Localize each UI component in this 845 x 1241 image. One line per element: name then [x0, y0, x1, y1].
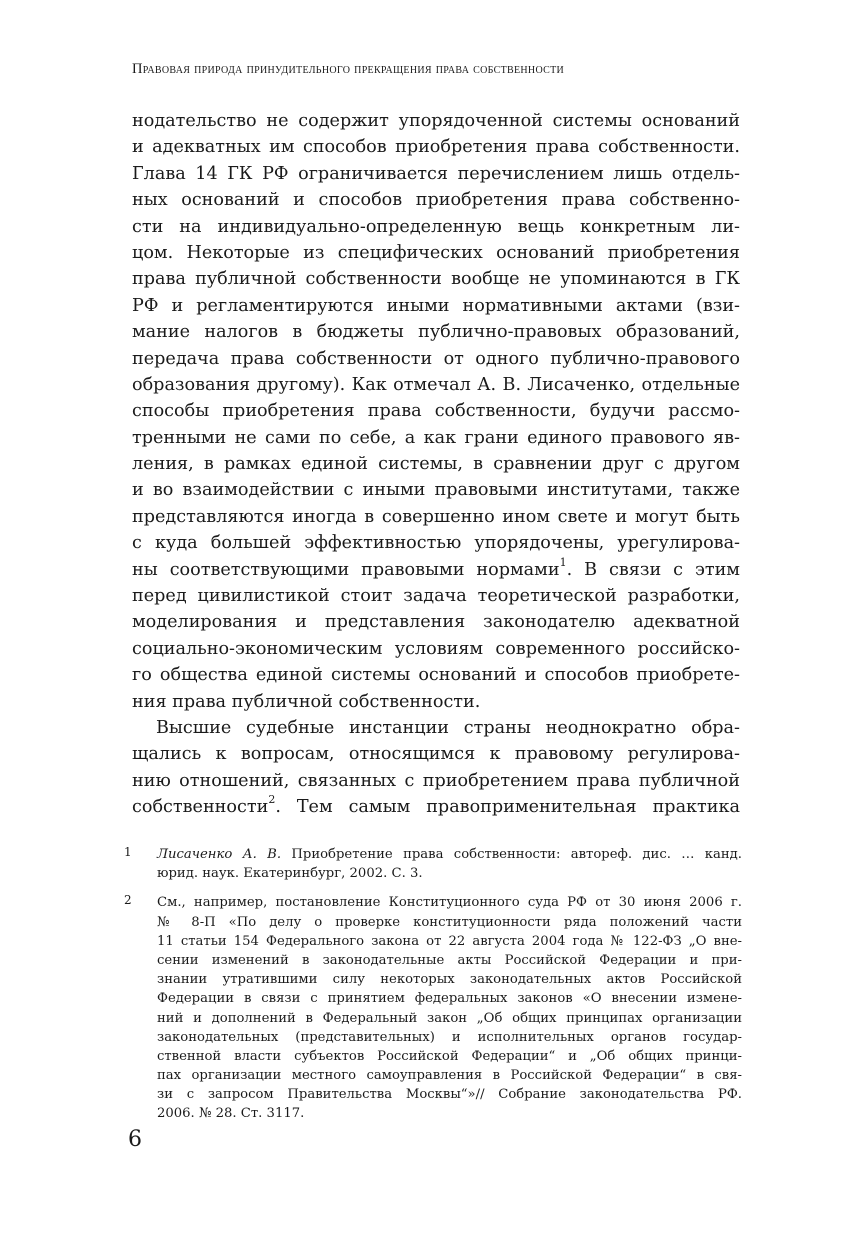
footnote-line [157, 845, 742, 864]
footnote-line: См., например, постановление Конституционного суда РФ от 30 июня 2006 г. [157, 895, 742, 911]
text-fragment: ны соответствующими правовыми нормами [132, 559, 560, 580]
paragraph [132, 108, 740, 715]
text-line: цом. Некоторые из специфических оснований приобретения [132, 242, 740, 263]
body-text [132, 108, 740, 821]
text-fragment: собственности [132, 797, 269, 818]
footnote-body [157, 893, 742, 1123]
footnote-body [157, 845, 742, 883]
footnote-line: № 8-П «По делу о проверке конституционности ряда положений части [157, 914, 742, 930]
text-line: права публичной собственности вообще не упоминаются в ГК [132, 269, 740, 290]
text-line: РФ и регламентируются иными нормативными актами (взи- [132, 295, 740, 316]
footnote-number: 1 [124, 845, 132, 859]
text-line: моделирования и представления законодателю адекватной [132, 612, 740, 633]
text-line: представляются иногда в совершенно ином свете и могут быть [132, 506, 740, 527]
text-line: и во взаимодействии с иными правовыми институтами, также [132, 480, 740, 501]
running-head: Правовая природа принудительного прекращения права собственности [132, 61, 564, 77]
text-line: Глава 14 ГК РФ ограничивается перечислением лишь отдель- [132, 163, 740, 184]
footnote-2 [124, 893, 742, 1123]
text-line: ных оснований и способов приобретения права собственно- [132, 190, 740, 211]
text-line: ления, в рамках единой системы, в сравнении друг с другом [132, 454, 740, 475]
footnote-line: законодательных (представительных) и исполнительных органов государ- [157, 1029, 742, 1045]
text-fragment: . Тем самым правоприменительная практика [275, 797, 740, 818]
footnote-ref-2[interactable]: 2 [268, 793, 276, 807]
text-line: нодательство не содержит упорядоченной системы оснований [132, 111, 740, 131]
text-line: ния права публичной собственности. [132, 691, 481, 712]
text-line: с куда большей эффективностью упорядочены, урегулирова- [132, 533, 740, 554]
text-line: нию отношений, связанных с приобретением права публичной [132, 770, 740, 791]
text-line: социально-экономическим условиям современного российско- [132, 638, 740, 659]
footnote-line: пах организации местного самоуправления в Российской Федерации“ в свя- [157, 1068, 742, 1084]
text-line-with-footnote-ref [132, 557, 740, 583]
text-line: передача права собственности от одного публично-правового [132, 348, 740, 369]
text-line-with-footnote-ref [132, 794, 740, 820]
footnote-line: знании утратившими силу некоторых законодательных актов Российской [157, 972, 742, 988]
text-line: Высшие судебные инстанции страны неоднократно обра- [156, 717, 740, 738]
footnote-number: 2 [124, 893, 132, 908]
footnote-line: юрид. наук. Екатеринбург, 2002. С. 3. [157, 866, 423, 882]
text-line: способы приобретения права собственности, будучи рассмо- [132, 401, 740, 422]
text-line: мание налогов в бюджеты публично-правовых образований, [132, 322, 740, 343]
page-number: 6 [128, 1127, 142, 1152]
text-line: и адекватных им способов приобретения права собственности. [132, 137, 740, 158]
text-line: тренными не сами по себе, а как грани единого правового яв- [132, 427, 740, 448]
footnote-line: зи с запросом Правительства Москвы“»// Собрание законодательства РФ. [157, 1087, 742, 1103]
text-line: сти на индивидуально-определенную вещь конкретным ли- [132, 216, 740, 237]
footnote-line: 11 статьи 154 Федерального закона от 22 августа 2004 года № 122-ФЗ „О вне- [157, 933, 742, 949]
text-line: го общества единой системы оснований и способов приобрете- [132, 665, 740, 686]
footnote-line: ний и дополнений в Федеральный закон „Об общих принципах организации [157, 1010, 742, 1026]
text-fragment: . В связи с этим [566, 559, 740, 580]
footnote-line: 2006. № 28. Ст. 3117. [157, 1106, 305, 1122]
text-line: образования другому). Как отмечал А. В. Лисаченко, отдельные [132, 374, 740, 395]
text-line: щались к вопросам, относящимся к правовому регулирова- [132, 744, 740, 765]
footnote-author: Лисаченко А. В. [157, 847, 282, 862]
footnote-line: ственной власти субъектов Российской Федерации“ и „Об общих принци- [157, 1048, 742, 1064]
footnote-line: сении изменений в законодательные акты Российской Федерации и при- [157, 952, 742, 968]
paragraph [132, 715, 740, 821]
footnote-ref-1[interactable]: 1 [559, 555, 567, 569]
footnotes [124, 845, 742, 1134]
footnote-line: Федерации в связи с принятием федеральных законов «О внесении измене- [157, 991, 742, 1007]
footnote-text: Приобретение права собственности: автореф. дис. … канд. [281, 847, 742, 862]
footnote-1 [124, 845, 742, 883]
text-line: перед цивилистикой стоит задача теоретической разработки, [132, 586, 740, 607]
